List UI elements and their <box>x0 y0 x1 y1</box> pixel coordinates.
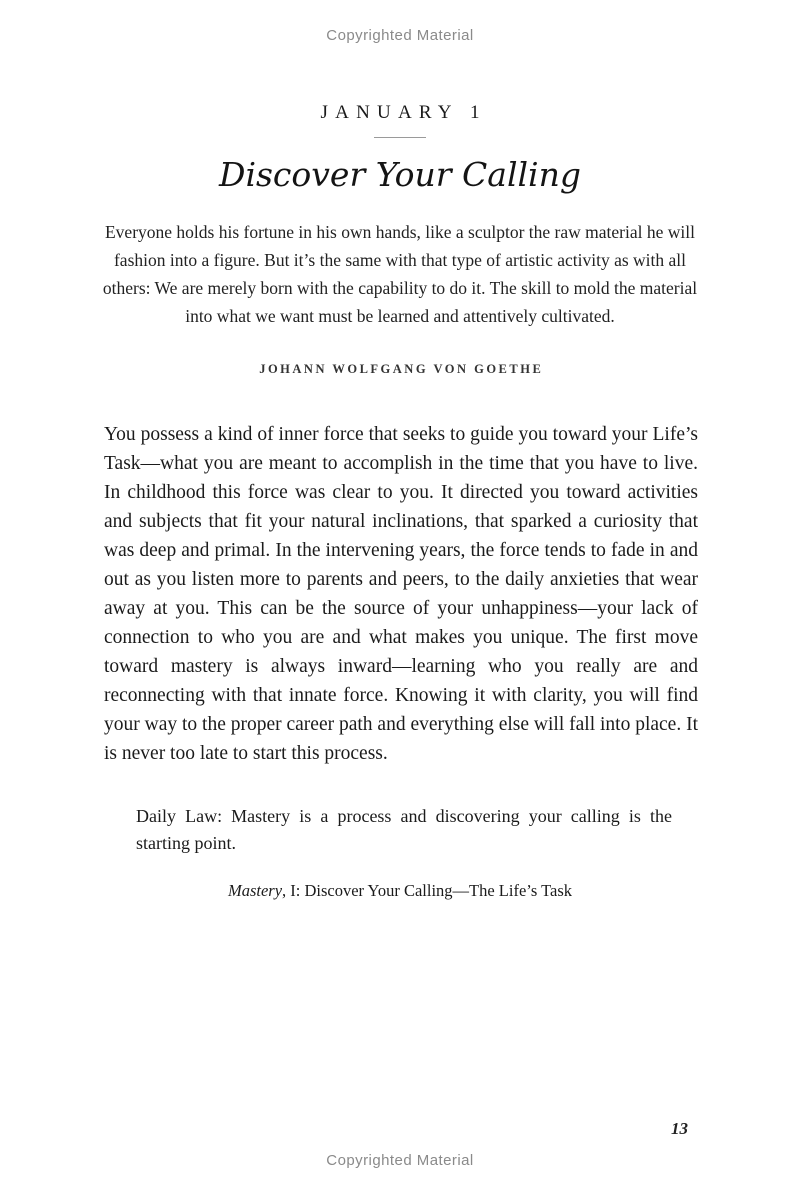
entry-date-heading: JANUARY 1 <box>320 102 487 123</box>
daily-law-summary: Daily Law: Mastery is a process and discovering your calling is the starting point. <box>136 806 672 853</box>
copyright-notice-bottom: Copyrighted Material <box>326 1152 474 1169</box>
page-number: 13 <box>671 1119 688 1138</box>
copyright-notice-top: Copyrighted Material <box>326 27 474 44</box>
source-citation <box>0 881 800 901</box>
epigraph-quote: Everyone holds his fortune in his own hands, like a sculptor the raw material he will fashion into a figure. But it’s the same with that type of artistic activity as with all others: We are merely born with the capability to do it. The skill to mold the material into what we want must be learned and attentively cultivated. <box>102 222 698 326</box>
body-paragraph: You possess a kind of inner force that seeks to guide you toward your Life’s Task—what you are meant to accomplish in the time that you have to live. In childhood this force was clear to you. It directed you toward activities and subjects that fit your natural inclinations, that sparked a curiosity that was deep and primal. In the intervening years, the force tends to fade in and out as you listen more to parents and peers, to the daily anxieties that wear away at you. This can be the source of your unhappiness—your lack of connection to who you are and what makes you unique. The first move toward mastery is always inward—learning who you really are and reconnecting with that innate force. Knowing it with clarity, you will find your way to the proper career path and everything else will fall into place. It is never too late to start this process. <box>104 424 698 764</box>
source-chapter-reference: , I: Discover Your Calling—The Life’s Task <box>282 881 573 900</box>
source-book-title: Mastery <box>227 881 283 900</box>
entry-title: Discover Your Calling <box>218 155 581 194</box>
ornamental-divider <box>374 137 426 138</box>
epigraph-attribution: JOHANN WOLFGANG VON GOETHE <box>259 362 544 376</box>
